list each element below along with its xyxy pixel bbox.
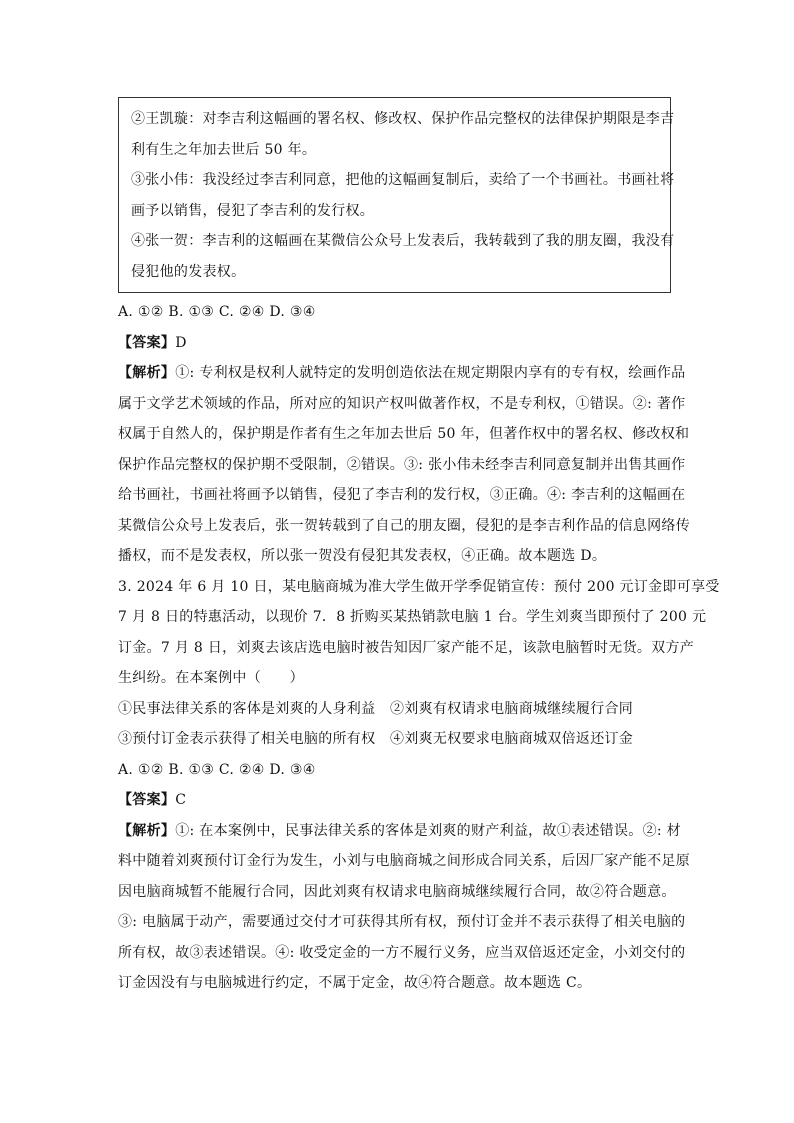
q3-stem-line: 订金。7 月 8 日，刘爽去该店选电脑时被告知因厂家产能不足，该款电脑暂时无货。双方产 xyxy=(118,639,695,656)
q3-options: A. ①② B. ①③ C. ②④ D. ③④ xyxy=(118,761,316,778)
material-line: 侵犯他的发表权。 xyxy=(131,263,246,280)
choice-4: ④刘爽无权要求电脑商城双倍返还订金 xyxy=(390,731,634,747)
q3-stem-line: 3. 2024 年 6 月 10 日，某电脑商城为准大学生做开学季促销宣传：预付 200 元订金即可享受 xyxy=(118,578,720,595)
material-line: 画予以销售，侵犯了李吉利的发行权。 xyxy=(131,202,375,219)
choice-3: ③预付订金表示获得了相关电脑的所有权 xyxy=(118,731,376,747)
question-content xyxy=(118,297,720,999)
q2-options: A. ①② B. ①③ C. ②④ D. ③④ xyxy=(118,304,316,320)
q3-stem-line: 生纠纷。在本案例中（ ） xyxy=(118,670,304,686)
answer-tag: 【答案】 xyxy=(118,334,176,351)
q3-choices-row xyxy=(118,694,678,725)
q3-analysis-line: 所有权，故③表述错误。④: 收受定金的一方不履行义务，应当双倍返还定金，小刘交付的 xyxy=(118,944,686,961)
q2-answer xyxy=(118,328,678,359)
q3-choices-row xyxy=(118,724,678,755)
analysis-text: ①: 在本案例中，民事法律关系的客体是刘爽的财产利益，故①表述错误。②: 材 xyxy=(175,822,681,839)
choice-2: ②刘爽有权请求电脑商城继续履行合同 xyxy=(390,700,634,717)
q2-analysis-line: 权属于自然人的，保护期是作者有生之年加去世后 50 年，但著作权中的署名权、修改权和 xyxy=(118,426,690,442)
answer-value: D xyxy=(175,334,187,351)
q2-analysis-line xyxy=(118,358,686,389)
material-line: ②王凯璇：对李吉利这幅画的署名权、修改权、保护作品完整权的法律保护期限是李吉 xyxy=(131,111,675,127)
analysis-text: ①: 专利权是权利人就特定的发明创造依法在规定期限内享有的专有权，绘画作品 xyxy=(175,365,686,381)
q2-analysis-line: 保护作品完整权的保护期不受限制，②错误。③: 张小伟未经李吉利同意复制并出售其画作 xyxy=(118,456,686,473)
q2-analysis-line: 属于文学艺术领域的作品，所对应的知识产权叫做著作权，不是专利权，①错误。②: 著作 xyxy=(118,395,686,412)
answer-value: C xyxy=(175,792,187,808)
q3-analysis-line: 料中随着刘爽预付订金行为发生，小刘与电脑商城之间形成合同关系，后因厂家产能不足原 xyxy=(118,853,690,869)
q2-analysis-line: 某微信公众号上发表后，张一贺转载到了自己的朋友圈，侵犯的是李吉利作品的信息网络传 xyxy=(118,517,690,534)
analysis-tag: 【解析】 xyxy=(118,365,176,381)
q2-analysis-line: 给书画社，书画社将画予以销售，侵犯了李吉利的发行权，③正确。④: 李吉利的这幅画在 xyxy=(118,487,686,503)
q3-stem-line: 7 月 8 日的特惠活动，以现价 7．8 折购买某热销款电脑 1 台。学生刘爽当即预付了 200 元 xyxy=(118,609,707,625)
material-line: 利有生之年加去世后 50 年。 xyxy=(131,141,317,158)
q3-answer xyxy=(118,785,678,816)
choice-1: ①民事法律关系的客体是刘爽的人身利益 xyxy=(118,700,376,717)
q3-analysis-line: 因电脑商城暂不能履行合同，因此刘爽有权请求电脑商城继续履行合同，故②符合题意。 xyxy=(118,883,676,900)
q3-analysis-line: 订金因没有与电脑城进行约定，不属于定金，故④符合题意。故本题选 C。 xyxy=(118,975,592,991)
material-box xyxy=(118,97,675,293)
q2-analysis-line: 播权，而不是发表权，所以张一贺没有侵犯其发表权，④正确。故本题选 D。 xyxy=(118,548,607,564)
q3-analysis-line xyxy=(118,816,681,847)
analysis-tag: 【解析】 xyxy=(118,822,176,839)
q3-analysis-line: ③: 电脑属于动产，需要通过交付才可获得其所有权，预付订金并不表示获得了相关电脑的 xyxy=(118,914,686,930)
material-line: ③张小伟：我没经过李吉利同意，把他的这幅画复制后，卖给了一个书画社。书画社将 xyxy=(131,172,675,188)
material-line: ④张一贺：李吉利的这幅画在某微信公众号上发表后，我转载到了我的朋友圈，我没有 xyxy=(131,233,675,249)
answer-tag: 【答案】 xyxy=(118,792,176,808)
